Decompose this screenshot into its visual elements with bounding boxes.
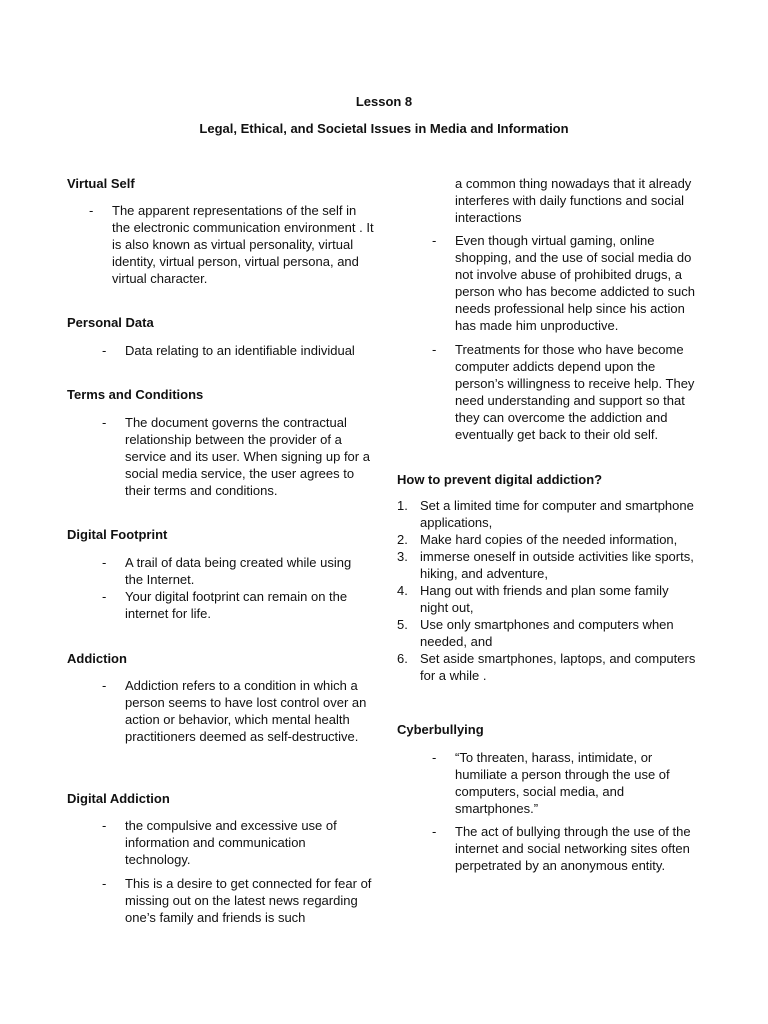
heading-virtual-self: Virtual Self xyxy=(67,176,135,191)
bullet-text: A trail of data being created while using the Internet. xyxy=(125,555,352,587)
bullet-text: Even though virtual gaming, online shopping, and the use of social media do not involve abuse of prohibited drugs, a person who has become addicted to such needs professional help since his action has made him unproductive. xyxy=(455,233,695,333)
bullet-text: Addiction refers to a condition in which a person seems to have lost control over an action or behavior, which mental health practitioners deemed as self-destructive. xyxy=(125,678,367,744)
heading-cyberbullying: Cyberbullying xyxy=(397,722,484,737)
bullet-text: “To threaten, harass, intimidate, or humiliate a person through the use of computers, social media, and smartphones.” xyxy=(455,750,670,816)
numbered-item-text: Set aside smartphones, laptops, and computers for a while . xyxy=(420,651,696,683)
heading-terms-and-conditions: Terms and Conditions xyxy=(67,387,204,402)
numbered-item-text: Set a limited time for computer and smartphone applications, xyxy=(420,498,694,530)
numbered-item-text: Use only smartphones and computers when needed, and xyxy=(420,617,674,649)
heading-digital-footprint: Digital Footprint xyxy=(67,527,168,542)
heading-addiction: Addiction xyxy=(67,651,127,666)
bullet-text: The apparent representations of the self in the electronic communication environment . It is also known as virtual personality, virtual identity, virtual person, virtual persona, and virtual character. xyxy=(112,203,374,286)
numbered-item-text: immerse oneself in outside activities like sports, hiking, and adventure, xyxy=(420,549,694,581)
bullet-text: The act of bullying through the use of the internet and social networking sites often perpetrated by an anonymous entity. xyxy=(455,824,691,873)
bullet-text: Data relating to an identifiable individual xyxy=(125,343,355,358)
bullet-text: The document governs the contractual relationship between the provider of a service and its user. When signing up for a social media service, the user agrees to their terms and conditions. xyxy=(125,415,370,498)
continued-text: a common thing nowadays that it already interferes with daily functions and social interactions xyxy=(455,176,692,225)
heading-digital-addiction: Digital Addiction xyxy=(67,791,170,806)
bullet-text: the compulsive and excessive use of information and communication technology. xyxy=(125,818,337,867)
numbered-item-text: Hang out with friends and plan some family night out, xyxy=(420,583,669,615)
bullet-text: Treatments for those who have become computer addicts depend upon the person’s willingness to receive help. They need understanding and support so that they can overcome the addiction and eventually get back to their old self. xyxy=(455,342,695,442)
numbered-item-text: Make hard copies of the needed information, xyxy=(420,532,678,547)
bullet-text: Your digital footprint can remain on the internet for life. xyxy=(125,589,348,621)
heading-prevent-digital-addiction: How to prevent digital addiction? xyxy=(397,472,603,487)
page-title: Legal, Ethical, and Societal Issues in Media and Information xyxy=(199,121,569,136)
bullet-text: This is a desire to get connected for fear of missing out on the latest news regarding one’s family and friends is such xyxy=(125,876,372,925)
lesson-number: Lesson 8 xyxy=(355,94,413,109)
heading-personal-data: Personal Data xyxy=(67,315,154,330)
